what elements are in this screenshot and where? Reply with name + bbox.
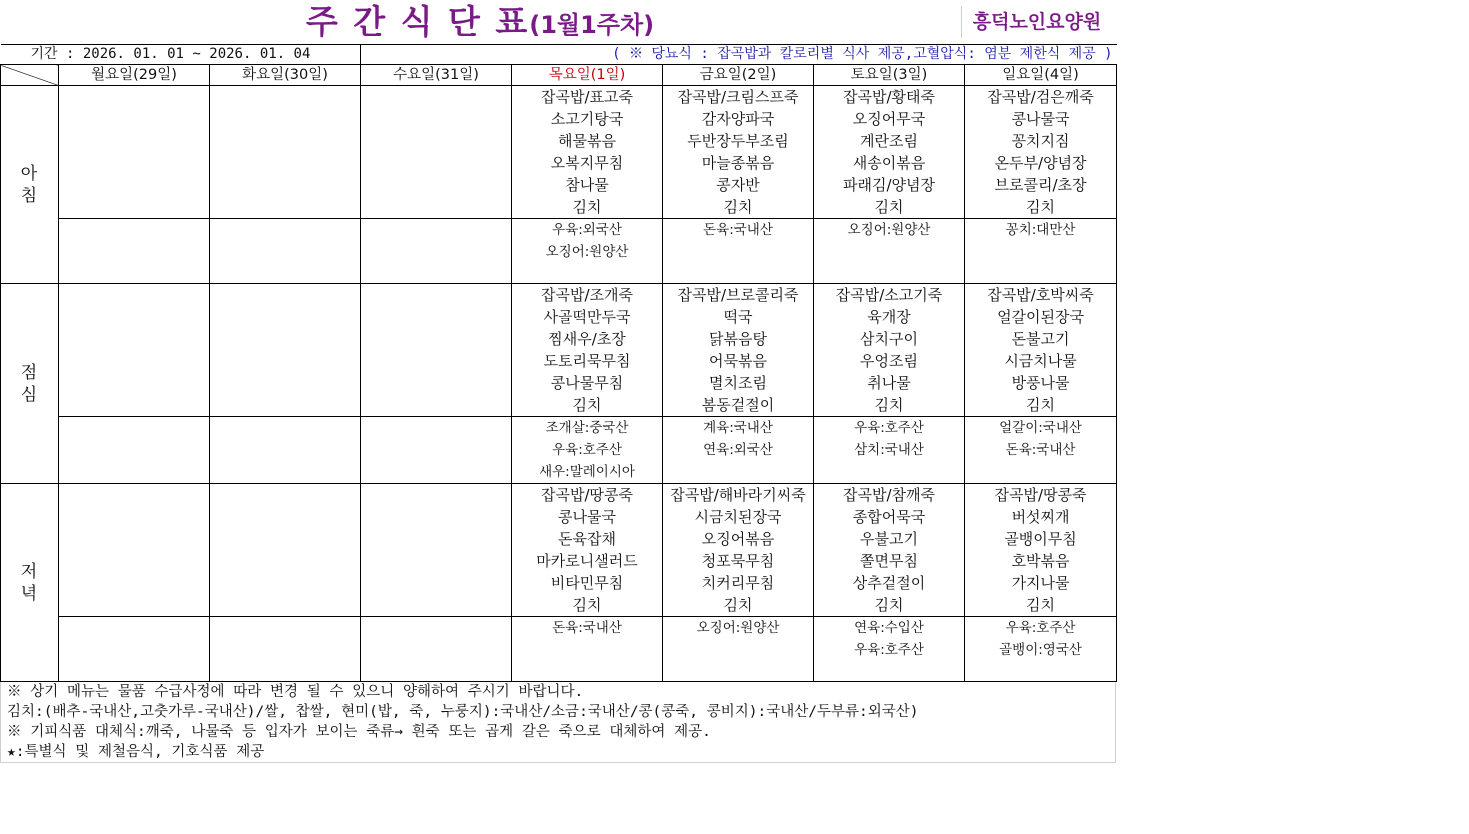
menu-item: 김치 — [1026, 198, 1056, 216]
title-main: 주 간 식 단 표 — [305, 2, 530, 41]
origin-cell — [663, 617, 814, 682]
menu-item: 멸치조림 — [709, 374, 767, 392]
menu-item — [210, 572, 360, 594]
footer-note: 김치:(배추-국내산,고춧가루-국내산)/쌀, 찹쌀, 현미(밥, 죽, 누룽지):국내산/소금:국내산/콩(콩죽, 콩비지):국내산/두부류:외국산) — [7, 704, 919, 720]
menu-item: 상추겉절이 — [852, 574, 926, 592]
menu-item: 봄동겉절이 — [701, 396, 775, 414]
meal-label — [1, 484, 59, 682]
menu-item: 김치 — [1026, 396, 1056, 414]
origin-item: 돈육:국내산 — [703, 222, 773, 238]
menu-cell — [663, 86, 814, 219]
origin-item: 우육:외국산 — [552, 222, 622, 238]
weekly-menu-table — [0, 44, 1117, 682]
menu-item: 김치 — [572, 396, 602, 414]
origin-item — [210, 639, 360, 661]
origin-item — [59, 461, 209, 483]
origin-cell — [210, 617, 361, 682]
menu-item: 콩자반 — [716, 176, 760, 194]
menu-cell — [512, 86, 663, 219]
menu-item: 김치 — [874, 396, 904, 414]
menu-item — [361, 394, 511, 416]
origin-cell — [663, 417, 814, 484]
menu-item: 두반장두부조림 — [687, 132, 789, 150]
origin-item — [361, 241, 511, 263]
menu-item: 잡곡밥/참깨죽 — [843, 486, 936, 504]
meal-label-char: 아 — [20, 163, 39, 184]
menu-item: 돈불고기 — [1011, 330, 1070, 348]
menu-item: 김치 — [874, 596, 904, 614]
menu-cell — [663, 484, 814, 617]
corner-diagonal-cell — [1, 65, 59, 86]
menu-item: 김치 — [874, 198, 904, 216]
origin-item: 오징어:원양산 — [545, 244, 629, 260]
menu-item — [361, 550, 511, 572]
menu-cell — [210, 484, 361, 617]
menu-item: 도토리묵무침 — [543, 352, 631, 370]
origin-item — [210, 617, 360, 639]
menu-item: 김치 — [1026, 596, 1056, 614]
menu-item: 온두부/양념장 — [994, 154, 1087, 172]
menu-item: 버섯찌개 — [1011, 508, 1070, 526]
menu-item — [361, 306, 511, 328]
meal-label — [1, 86, 59, 284]
menu-item: 소고기탕국 — [550, 110, 624, 128]
meal-label-char: 점 — [20, 362, 39, 383]
menu-item — [59, 394, 209, 416]
origin-item — [814, 241, 964, 263]
menu-cell — [814, 86, 965, 219]
origin-item: 계육:국내산 — [703, 420, 773, 436]
menu-item — [361, 594, 511, 616]
menu-item — [361, 174, 511, 196]
origin-item — [965, 241, 1116, 263]
footer-note: ★:특별식 및 제철음식, 기호식품 제공 — [7, 744, 265, 760]
menu-cell — [59, 484, 210, 617]
origin-item — [361, 219, 511, 241]
menu-cell — [361, 484, 512, 617]
menu-item — [361, 108, 511, 130]
origin-item: 오징어:원양산 — [696, 620, 780, 636]
origin-item — [59, 417, 209, 439]
menu-item — [210, 394, 360, 416]
meal-label-char: 심 — [20, 384, 39, 405]
menu-row — [1, 284, 1117, 417]
menu-item: 파래김/양념장 — [843, 176, 936, 194]
origin-item: 조개살:중국산 — [545, 420, 629, 436]
origin-cell — [361, 219, 512, 284]
menu-item: 비타민무침 — [550, 574, 624, 592]
menu-item: 우불고기 — [860, 530, 918, 548]
menu-item: 취나물 — [867, 374, 911, 392]
origin-item — [361, 617, 511, 639]
menu-item — [210, 506, 360, 528]
menu-cell — [59, 284, 210, 417]
menu-item: 잡곡밥/조개죽 — [541, 286, 634, 304]
menu-item: 계란조림 — [860, 132, 918, 150]
menu-item: 가지나물 — [1011, 574, 1070, 592]
menu-item — [210, 528, 360, 550]
menu-item: 돈육잡채 — [558, 530, 616, 548]
origin-item — [361, 461, 511, 483]
menu-item: 육개장 — [867, 308, 911, 326]
menu-item — [361, 372, 511, 394]
origin-item — [210, 241, 360, 263]
diet-notice: ( ※ 당뇨식 : 잡곡밥과 칼로리별 식사 제공,고혈압식: 염분 제한식 제공 ) — [361, 45, 1117, 65]
menu-item — [59, 528, 209, 550]
menu-item: 호박볶음 — [1011, 552, 1070, 570]
origin-row — [1, 417, 1117, 484]
origin-item — [663, 241, 813, 263]
menu-item — [210, 108, 360, 130]
title-row — [0, 0, 1116, 44]
menu-item: 오복지무침 — [550, 154, 624, 172]
origin-item — [512, 639, 662, 661]
origin-item — [210, 461, 360, 483]
menu-item: 시금치나물 — [1004, 352, 1077, 370]
origin-item: 우육:호주산 — [854, 642, 924, 658]
menu-item — [361, 284, 511, 306]
menu-item — [361, 130, 511, 152]
origin-cell — [965, 219, 1117, 284]
origin-row — [1, 219, 1117, 284]
menu-cell — [361, 86, 512, 219]
origin-item: 돈육:국내산 — [1005, 442, 1076, 458]
origin-item — [59, 617, 209, 639]
menu-item: 골뱅이무침 — [1004, 530, 1077, 548]
origin-item — [965, 461, 1116, 483]
origin-cell — [512, 617, 663, 682]
origin-item: 새우:말레이시아 — [539, 464, 635, 480]
menu-cell — [814, 484, 965, 617]
menu-item — [59, 594, 209, 616]
menu-cell — [965, 284, 1117, 417]
menu-item — [210, 196, 360, 218]
day-header: 토요일(3일) — [814, 65, 965, 86]
origin-item — [361, 417, 511, 439]
origin-item — [663, 461, 813, 483]
menu-item — [59, 484, 209, 506]
day-header: 월요일(29일) — [59, 65, 210, 86]
menu-item — [210, 484, 360, 506]
menu-item — [210, 130, 360, 152]
menu-item: 치커리무침 — [701, 574, 775, 592]
menu-item — [59, 174, 209, 196]
menu-item: 콩나물국 — [1011, 110, 1070, 128]
menu-item — [59, 350, 209, 372]
menu-item — [210, 594, 360, 616]
origin-cell — [512, 417, 663, 484]
origin-item — [210, 219, 360, 241]
menu-item — [361, 506, 511, 528]
origin-item: 삼치:국내산 — [854, 442, 924, 458]
origin-cell — [814, 219, 965, 284]
origin-cell — [59, 219, 210, 284]
menu-item: 청포묵무침 — [701, 552, 775, 570]
menu-item — [59, 130, 209, 152]
menu-item — [210, 174, 360, 196]
menu-item: 얼갈이된장국 — [997, 308, 1085, 326]
menu-item: 잡곡밥/호박씨죽 — [987, 286, 1094, 304]
day-header: 목요일(1일) — [512, 65, 663, 86]
menu-item — [59, 550, 209, 572]
menu-cell — [210, 86, 361, 219]
menu-item: 마늘종볶음 — [701, 154, 775, 172]
meal-label-char: 침 — [20, 185, 39, 206]
origin-item — [210, 439, 360, 461]
menu-item — [59, 196, 209, 218]
day-header: 일요일(4일) — [965, 65, 1117, 86]
menu-item: 콩나물무침 — [550, 374, 624, 392]
footer-note: ※ 기피식품 대체식:깨죽, 나물죽 등 입자가 보이는 죽류→ 흰죽 또는 곱게 갈은 죽으로 대체하여 제공. — [7, 724, 711, 740]
meal-label-char: 녁 — [20, 583, 39, 604]
origin-item: 우육:호주산 — [854, 420, 924, 436]
origin-cell — [512, 219, 663, 284]
menu-item: 오징어무국 — [852, 110, 926, 128]
footer-notes — [0, 682, 1116, 763]
origin-cell — [59, 617, 210, 682]
menu-item — [59, 506, 209, 528]
menu-item: 김치 — [572, 596, 602, 614]
menu-item: 잡곡밥/해바라기씨죽 — [670, 486, 806, 504]
menu-item: 잡곡밥/땅콩죽 — [994, 486, 1087, 504]
origin-item — [814, 461, 964, 483]
origin-cell — [210, 219, 361, 284]
menu-item — [59, 86, 209, 108]
menu-item — [59, 306, 209, 328]
menu-row — [1, 484, 1117, 617]
origin-cell — [59, 417, 210, 484]
origin-item: 오징어:원양산 — [847, 222, 931, 238]
origin-item — [210, 417, 360, 439]
origin-cell — [361, 617, 512, 682]
menu-item: 우엉조림 — [860, 352, 918, 370]
menu-cell — [965, 86, 1117, 219]
origin-row — [1, 617, 1117, 682]
menu-cell — [512, 284, 663, 417]
origin-cell — [965, 617, 1117, 682]
meal-label-char: 저 — [20, 561, 39, 582]
menu-item — [361, 196, 511, 218]
menu-item: 김치 — [723, 596, 753, 614]
menu-item — [210, 550, 360, 572]
menu-item — [210, 372, 360, 394]
menu-row — [1, 86, 1117, 219]
day-header-row — [1, 65, 1117, 86]
menu-item — [59, 152, 209, 174]
menu-item: 잡곡밥/표고죽 — [541, 88, 634, 106]
origin-item: 우육:호주산 — [552, 442, 622, 458]
menu-item — [210, 152, 360, 174]
page-title — [0, 0, 960, 44]
menu-item — [361, 484, 511, 506]
origin-item — [361, 639, 511, 661]
menu-item: 떡국 — [723, 308, 753, 326]
origin-item: 연육:외국산 — [703, 442, 773, 458]
menu-item — [210, 350, 360, 372]
menu-item — [361, 350, 511, 372]
menu-item: 콩나물국 — [558, 508, 616, 526]
origin-cell — [663, 219, 814, 284]
period-text: 기간 : 2026. 01. 01 ~ 2026. 01. 04 — [1, 45, 361, 65]
menu-item — [210, 86, 360, 108]
menu-item — [210, 306, 360, 328]
day-header: 수요일(31일) — [361, 65, 512, 86]
day-header: 금요일(2일) — [663, 65, 814, 86]
menu-cell — [512, 484, 663, 617]
origin-item: 돈육:국내산 — [552, 620, 622, 636]
footer-note: ※ 상기 메뉴는 물품 수급사정에 따라 변경 될 수 있으니 양해하여 주시기 바랍니다. — [7, 684, 584, 700]
menu-cell — [210, 284, 361, 417]
origin-item — [59, 639, 209, 661]
menu-item — [361, 152, 511, 174]
origin-cell — [361, 417, 512, 484]
menu-item: 사골떡만두국 — [543, 308, 631, 326]
menu-item — [59, 372, 209, 394]
menu-cell — [814, 284, 965, 417]
origin-cell — [814, 617, 965, 682]
menu-item — [210, 284, 360, 306]
menu-item: 방풍나물 — [1011, 374, 1070, 392]
info-row — [1, 45, 1117, 65]
menu-item: 시금치된장국 — [694, 508, 782, 526]
menu-item: 오징어볶음 — [701, 530, 775, 548]
origin-item — [59, 439, 209, 461]
origin-cell — [210, 417, 361, 484]
menu-item: 참나물 — [565, 176, 609, 194]
menu-item: 김치 — [723, 198, 753, 216]
origin-item: 꽁치:대만산 — [1005, 222, 1076, 238]
menu-item — [361, 528, 511, 550]
menu-item: 잡곡밥/땅콩죽 — [541, 486, 634, 504]
menu-item — [59, 328, 209, 350]
menu-item: 종합어묵국 — [852, 508, 926, 526]
menu-item: 찜새우/초장 — [548, 330, 626, 348]
menu-item — [210, 328, 360, 350]
menu-item — [59, 108, 209, 130]
menu-cell — [59, 86, 210, 219]
origin-item — [59, 241, 209, 263]
origin-item — [663, 639, 813, 661]
menu-item: 감자양파국 — [701, 110, 775, 128]
origin-item: 골뱅이:영국산 — [999, 642, 1082, 658]
menu-cell — [361, 284, 512, 417]
origin-item — [59, 219, 209, 241]
origin-item: 우육:호주산 — [1005, 620, 1076, 636]
menu-item: 잡곡밥/검은깨죽 — [987, 88, 1094, 106]
menu-item: 새송이볶음 — [852, 154, 926, 172]
menu-cell — [965, 484, 1117, 617]
title-week: (1월1주차) — [529, 11, 655, 39]
origin-item — [361, 439, 511, 461]
menu-item: 잡곡밥/크림스프죽 — [677, 88, 799, 106]
menu-item: 잡곡밥/황태죽 — [843, 88, 936, 106]
menu-item: 잡곡밥/소고기죽 — [835, 286, 943, 304]
menu-item — [59, 284, 209, 306]
menu-item: 브로콜리/초장 — [994, 176, 1087, 194]
menu-item: 닭볶음탕 — [709, 330, 767, 348]
origin-cell — [814, 417, 965, 484]
meal-label — [1, 284, 59, 484]
day-header: 화요일(30일) — [210, 65, 361, 86]
menu-item — [59, 572, 209, 594]
menu-item: 쫄면무침 — [860, 552, 918, 570]
menu-item: 김치 — [572, 198, 602, 216]
origin-cell — [965, 417, 1117, 484]
menu-item: 어묵볶음 — [709, 352, 767, 370]
menu-item: 잡곡밥/브로콜리죽 — [677, 286, 799, 304]
organization-name: 흥덕노인요양원 — [961, 6, 1112, 38]
origin-item: 얼갈이:국내산 — [999, 420, 1082, 436]
menu-cell — [663, 284, 814, 417]
menu-item: 마카로니샐러드 — [536, 552, 638, 570]
menu-item — [361, 572, 511, 594]
menu-item: 꽁치지짐 — [1011, 132, 1070, 150]
origin-item: 연육:수입산 — [854, 620, 924, 636]
menu-item: 해물볶음 — [558, 132, 616, 150]
menu-item — [361, 86, 511, 108]
menu-item: 삼치구이 — [860, 330, 918, 348]
menu-item — [361, 328, 511, 350]
